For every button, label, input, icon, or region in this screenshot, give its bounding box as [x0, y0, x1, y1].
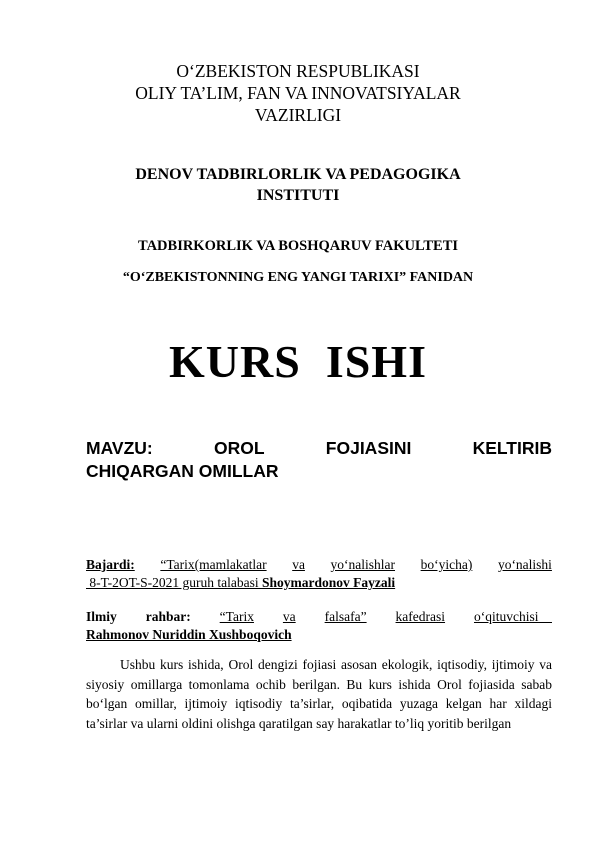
- supervisor-word: va: [282, 609, 296, 624]
- topic: [86, 437, 552, 483]
- institute-heading: [60, 164, 536, 206]
- ministry-line-3: VAZIRLIGI: [254, 105, 342, 125]
- page-title: KURS ISHI: [169, 336, 427, 387]
- performer-name: Shoymardonov Fayzali: [261, 575, 396, 590]
- supervisor-label: Ilmiy: [86, 609, 117, 624]
- supervisor-line-1: [86, 608, 552, 626]
- subject-heading: “O‘ZBEKISTONNING ENG YANGI TARIXI” FANIDAN: [122, 270, 474, 285]
- ministry-line-2: OLIY TA’LIM, FAN VA INNOVATSIYALAR: [135, 83, 461, 103]
- topic-word: OROL: [213, 438, 265, 458]
- supervisor-word: kafedrasi: [395, 609, 446, 624]
- performer-word: “Tarix(mamlakatlar: [160, 557, 267, 572]
- topic-word: KELTIRIB: [472, 438, 552, 458]
- performer-block: [86, 556, 552, 592]
- institute-line-1: DENOV TADBIRLORLIK VA PEDAGOGIKA: [135, 166, 461, 183]
- performer-word: yo‘nalishlar: [330, 557, 396, 572]
- ministry-line-1: O‘ZBEKISTON RESPUBLIKASI: [176, 61, 420, 81]
- performer-line-1: [86, 556, 552, 574]
- supervisor-word: [474, 608, 552, 626]
- supervisor-word: falsafa”: [324, 609, 367, 624]
- performer-word: bo‘yicha): [420, 557, 473, 572]
- abstract-paragraph: Ushbu kurs ishida, Orol dengizi fojiasi asosan ekologik, iqtisodiy, ijtimoiy va siyosiy omillarga tomonlama ochib berilgan. Bu kurs ishida Orol fojiasida sabab bo‘lgan omillar, ijtimoiy iqtisodiy ta’sirlar, oqibatida yuzaga kelgan har xildagi ta’sirlar va ularni oldini olishga qaratilgan say harakatlar to’liq yoritib berilgan: [86, 657, 552, 731]
- supervisor-block: [86, 608, 552, 644]
- performer-group: 8-T-2OT-S-2021 guruh talabasi: [86, 575, 262, 590]
- topic-word: FOJIASINI: [325, 438, 412, 458]
- supervisor-name: Rahmonov Nuriddin Xushboqovich: [86, 627, 292, 642]
- performer-word: yo‘nalishi: [497, 557, 552, 572]
- topic-line-1: [86, 437, 552, 460]
- topic-word: MAVZU:: [86, 438, 153, 458]
- topic-line-2: CHIQARGAN OMILLAR: [86, 461, 279, 481]
- performer-line-2: [86, 574, 552, 592]
- supervisor-line-2: [86, 626, 552, 644]
- faculty-heading: TADBIRKORLIK VA BOSHQARUV FAKULTETI: [137, 238, 459, 254]
- supervisor-label: rahbar:: [145, 609, 191, 624]
- institute-line-2: INSTITUTI: [256, 187, 340, 204]
- supervisor-word-text: o‘qituvchisi: [473, 609, 539, 624]
- performer-label: Bajardi:: [86, 557, 135, 572]
- ministry-heading: [60, 60, 536, 126]
- performer-word: va: [292, 557, 305, 572]
- supervisor-word: “Tarix: [219, 609, 254, 624]
